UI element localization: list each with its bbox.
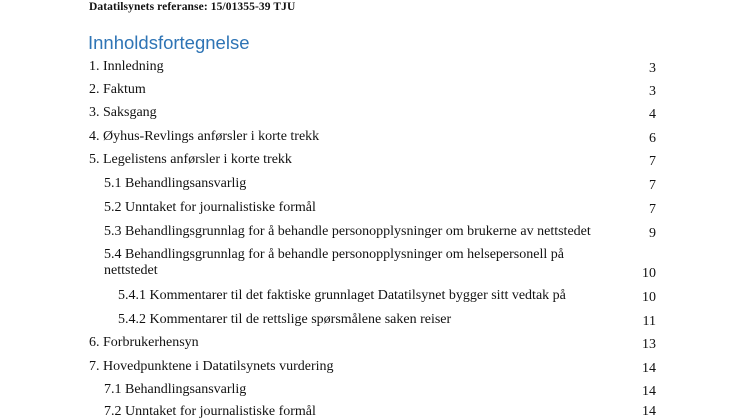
toc-page-number: 10	[642, 290, 656, 305]
toc-page-number: 3	[649, 84, 656, 99]
toc-page-number: 11	[642, 314, 656, 329]
toc-page-number: 6	[649, 131, 656, 146]
toc-page-number: 14	[642, 384, 656, 399]
toc-page-number: 14	[642, 404, 656, 419]
toc-entry[interactable]: 5.2 Unntaket for journalistiske formål	[104, 200, 316, 215]
toc-entry[interactable]: 5. Legelistens anførsler i korte trekk	[89, 152, 292, 167]
toc-entry[interactable]: 4. Øyhus-Revlings anførsler i korte trekk	[89, 129, 320, 144]
toc-page-number: 10	[642, 266, 656, 281]
toc-entry[interactable]: 6. Forbrukerhensyn	[89, 335, 199, 350]
toc-page-number: 7	[649, 154, 656, 169]
toc-entry[interactable]: 7. Hovedpunktene i Datatilsynets vurdering	[89, 359, 334, 374]
toc-page-number: 7	[649, 178, 656, 193]
toc-entry[interactable]: 5.4 Behandlingsgrunnlag for å behandle personopplysninger om helsepersonell på	[104, 247, 564, 262]
toc-entry[interactable]: 7.2 Unntaket for journalistiske formål	[104, 404, 316, 419]
toc-entry-continuation[interactable]: nettstedet	[104, 263, 158, 278]
toc-page-number: 4	[649, 107, 656, 122]
toc-entry[interactable]: 5.3 Behandlingsgrunnlag for å behandle personopplysninger om brukerne av nettstedet	[104, 224, 591, 239]
toc-entry[interactable]: 3. Saksgang	[89, 105, 157, 120]
toc-page-number: 14	[642, 361, 656, 376]
toc-page-number: 13	[642, 337, 656, 352]
reference-number: Datatilsynets referanse: 15/01355-39 TJU	[89, 1, 296, 13]
toc-entry[interactable]: 7.1 Behandlingsansvarlig	[104, 382, 247, 397]
toc-page-number: 7	[649, 202, 656, 217]
toc-entry[interactable]: 5.1 Behandlingsansvarlig	[104, 176, 247, 191]
toc-page-number: 9	[649, 226, 656, 241]
toc-entry[interactable]: 5.4.2 Kommentarer til de rettslige spørsmålene saken reiser	[118, 312, 452, 327]
toc-entry[interactable]: 5.4.1 Kommentarer til det faktiske grunnlaget Datatilsynet bygger sitt vedtak på	[118, 288, 566, 303]
toc-entry[interactable]: 1. Innledning	[89, 59, 164, 74]
toc-page-number: 3	[649, 61, 656, 76]
toc-entry[interactable]: 2. Faktum	[89, 82, 146, 97]
toc-heading: Innholdsfortegnelse	[88, 32, 250, 53]
